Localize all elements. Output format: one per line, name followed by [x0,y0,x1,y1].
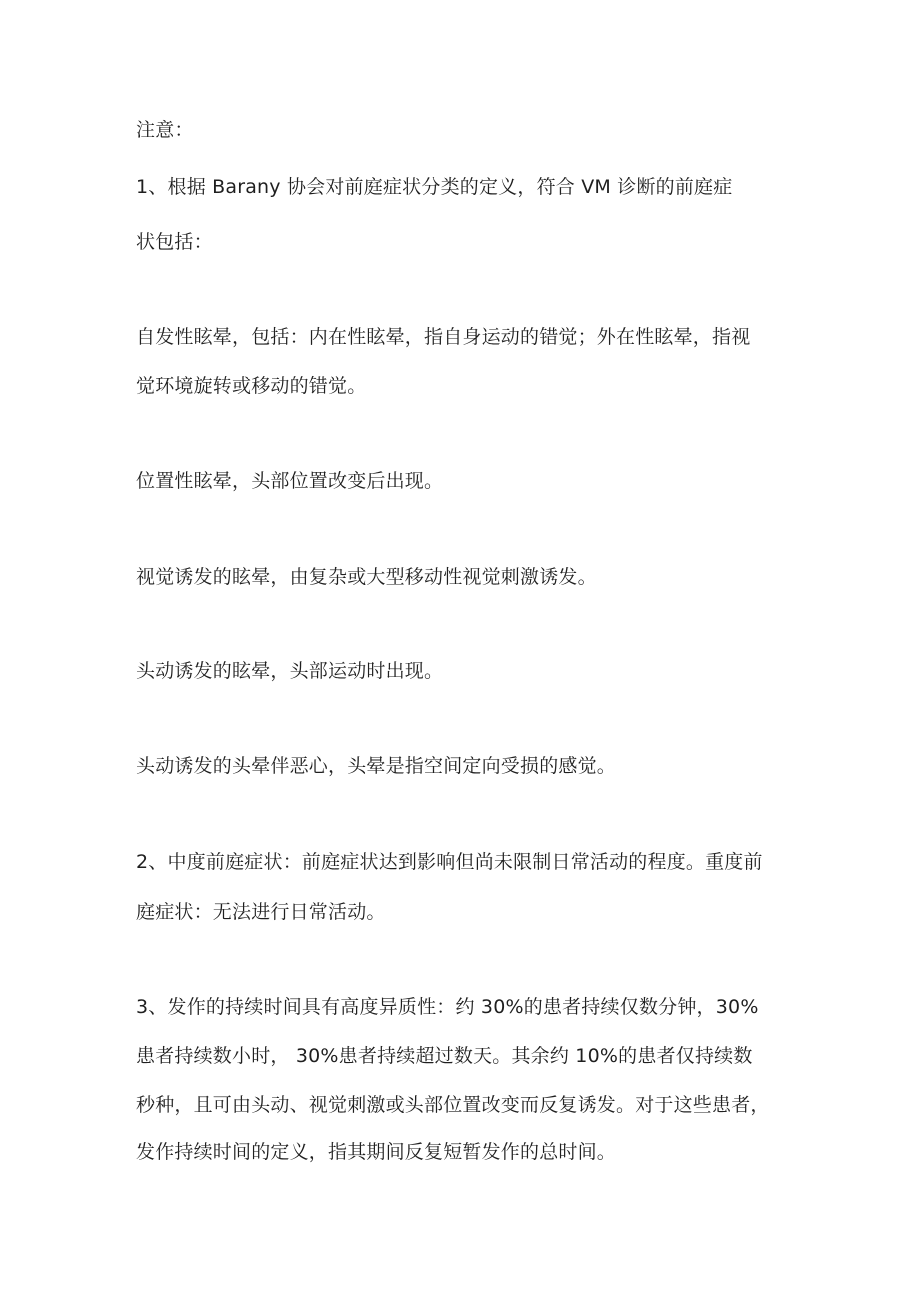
symptom-head-motion-dizziness: 头动诱发的头晕伴恶心，头晕是指空间定向受损的感觉。 [136,755,617,777]
item-2-line-2: 庭症状：无法进行日常活动。 [136,901,386,923]
item-3-line-4: 发作持续时间的定义，指其期间反复短暂发作的总时间。 [136,1141,617,1163]
notes-heading: 注意： [136,119,194,141]
item-3-line-2: 患者持续数小时， 30%患者持续超过数天。其余约 10%的患者仅持续数 [136,1045,753,1067]
item-3-line-3: 秒种，且可由头动、视觉刺激或头部位置改变而反复诱发。对于这些患者， [136,1094,770,1116]
item-2-line-1: 2、中度前庭症状：前庭症状达到影响但尚未限制日常活动的程度。重度前 [136,851,763,873]
item-3-line-1: 3、发作的持续时间具有高度异质性：约 30%的患者持续仅数分钟，30% [136,996,759,1018]
symptom-positional: 位置性眩晕，头部位置改变后出现。 [136,470,444,492]
item-1-line-1: 1、根据 Barany 协会对前庭症状分类的定义，符合 VM 诊断的前庭症 [136,176,733,198]
item-1-line-2: 状包括： [136,231,213,253]
symptom-spontaneous-line-1: 自发性眩晕，包括：内在性眩晕，指自身运动的错觉；外在性眩晕，指视 [136,326,751,348]
symptom-spontaneous-line-2: 觉环境旋转或移动的错觉。 [136,375,367,397]
symptom-visual: 视觉诱发的眩晕，由复杂或大型移动性视觉刺激诱发。 [136,566,597,588]
symptom-head-motion: 头动诱发的眩晕，头部运动时出现。 [136,660,444,682]
